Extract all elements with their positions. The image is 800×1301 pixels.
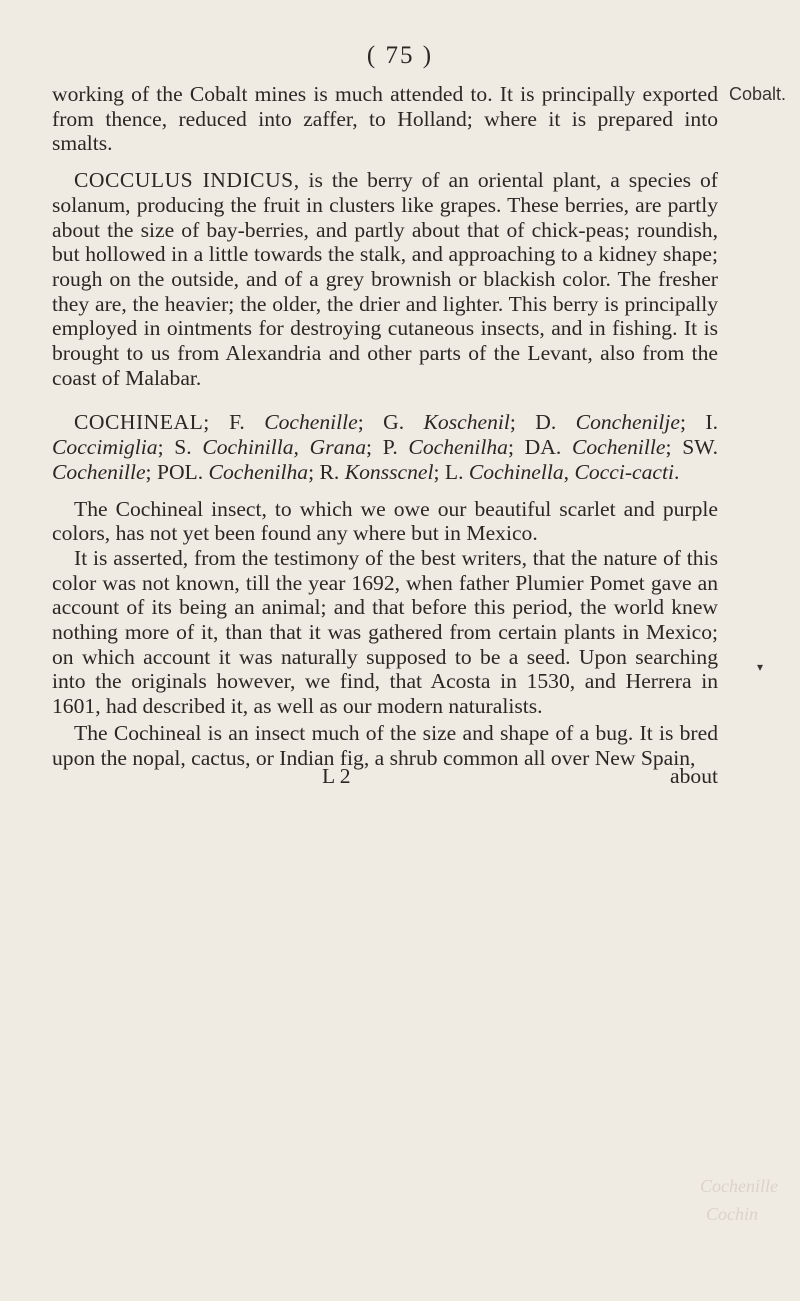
lang-label: ; P. [366, 435, 409, 460]
lang-label: F. [209, 410, 265, 435]
lang-name: Cocci-cacti [574, 459, 674, 484]
bleed-through-text: Cochin [706, 1204, 758, 1224]
entry-cochineal-names [52, 410, 718, 484]
entry-heading: COCCULUS INDICUS, [74, 168, 300, 193]
lang-name: Koschenil [423, 410, 510, 435]
page-number: ( 75 ) [366, 42, 434, 69]
lang-name: Cochinilla, Grana [202, 435, 367, 460]
lang-name: Cochenille [571, 435, 666, 460]
lang-name: Coccimiglia [52, 435, 158, 460]
lang-label: ; R. [308, 459, 345, 484]
body-text [52, 82, 718, 794]
lang-label: ; POL. [145, 459, 209, 484]
lang-label: ; SW. [665, 435, 718, 460]
margin-note: Cobalt. [729, 84, 787, 104]
lang-name: Cochenilha [408, 435, 508, 460]
lang-name: Cochinella [468, 459, 564, 484]
paragraph-description: The Cochineal is an insect much of the size and shape of a bug. It is bred upon the nopal, cactus, or Indian fig, a shrub common all over New Spain, [52, 720, 718, 770]
paragraph-history: It is asserted, from the testimony of the best writers, that the nature of this color was not known, till the year 1692, when father Plumier Pomet gave an account of its being an animal; and that before this period, the world knew nothing more of it, than that it was gathered from certain plants in Mexico; on which account it was naturally supposed to be a seed. Upon searching into the originals however, we find, that Acosta in 1530, and Herrera in 1601, had described it, as well as our modern naturalists. [52, 545, 718, 719]
bleed-through-text: Cochenille [700, 1176, 778, 1196]
entry-heading: COCHINEAL; [74, 410, 210, 435]
entry-cocculus-indicus [52, 168, 718, 390]
paragraph-cochineal-insect: The Cochineal insect, to which we owe our beautiful scarlet and purple colors, has not yet been found any where but in Mexico. [52, 496, 718, 546]
separator: , [563, 459, 575, 484]
lang-name: Cochenille [52, 459, 146, 484]
lang-label: ; DA. [507, 435, 572, 460]
paragraph-cobalt-continued: working of the Cobalt mines is much attended to. It is principally exported from thence, reduced into zaffer, to Holland; where it is prepared into smalts. [52, 82, 718, 156]
lang-label: ; D. [509, 410, 576, 435]
lang-name: Cochenilha [208, 459, 309, 484]
lang-name: Conchenilje [575, 410, 681, 435]
period: . [673, 459, 680, 484]
lang-label: ; S. [157, 435, 203, 460]
stray-mark: ▾ [757, 660, 764, 674]
lang-name: Cochenille [264, 410, 358, 435]
entry-text: is the berry of an oriental plant, a species of solanum, producing the fruit in clusters like grapes. These berries, are partly about the size of bay-berries, and partly about that of chick-peas; roundish, but hollowed in a little towards the stalk, and approaching to a kidney shape; rough on the outside, and of a grey brownish or blackish color. The fresher they are, the heavier; the older, the drier and lighter. This berry is principally employed in ointments for destroying cutaneous insects, and in fishing. It is brought to us from Alexandria and other parts of the Levant, also from the coast of Malabar. [52, 168, 718, 390]
lang-label: ; I. [680, 410, 718, 435]
catchword: about [670, 764, 718, 789]
signature-mark: L 2 [322, 764, 351, 789]
lang-name: Konsscnel [344, 459, 434, 484]
lang-label: ; L. [433, 459, 469, 484]
page-footer [52, 764, 718, 794]
lang-label: ; G. [357, 410, 424, 435]
